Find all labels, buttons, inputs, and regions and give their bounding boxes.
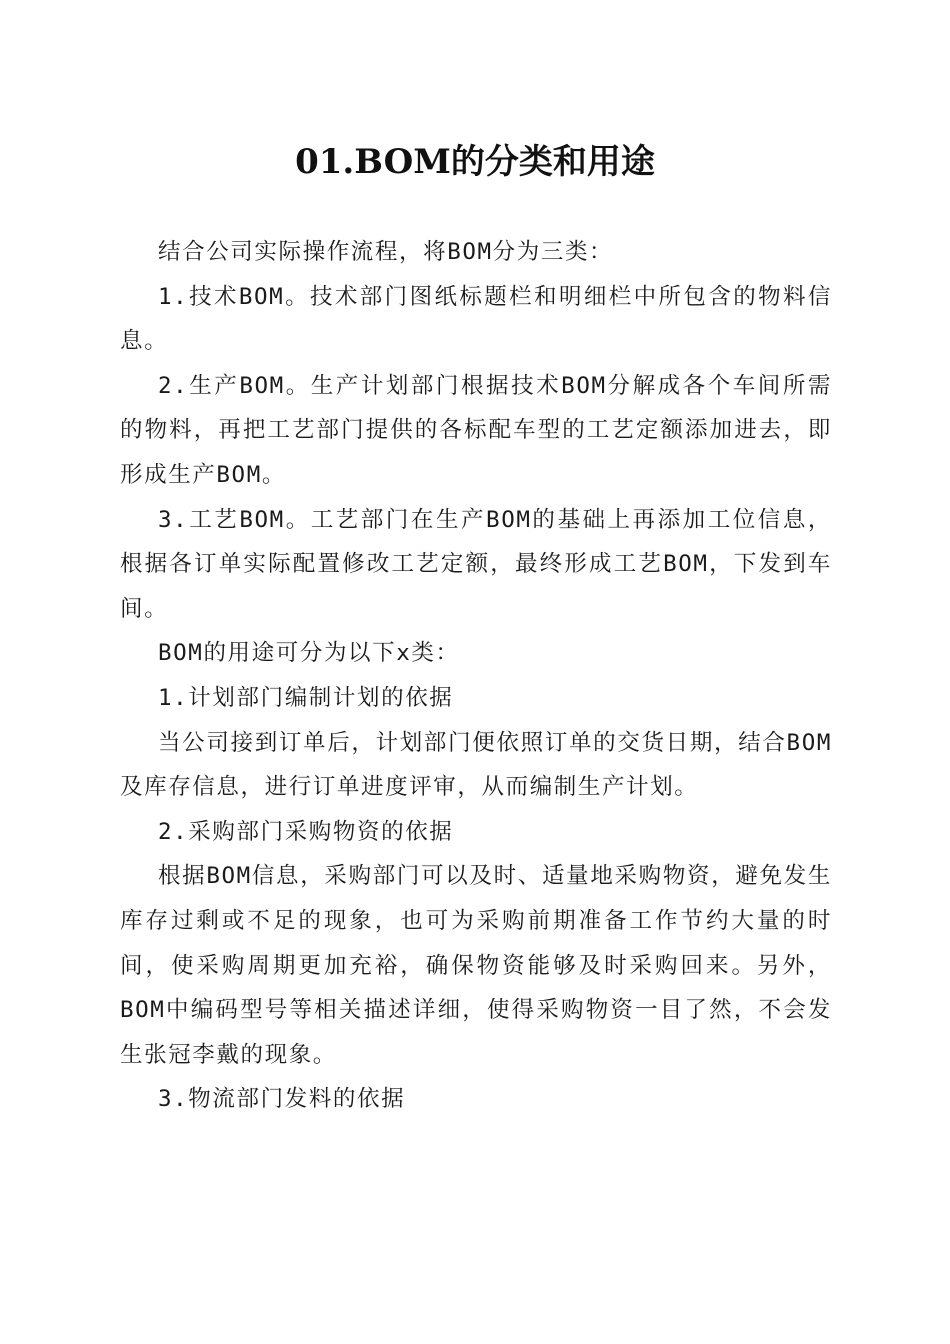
paragraph-uses-intro: BOM的用途可分为以下x类： xyxy=(158,640,460,667)
document-title: 01.BOM的分类和用途 xyxy=(295,142,655,182)
paragraph-intro: 结合公司实际操作流程，将BOM分为三类： xyxy=(158,239,614,265)
paragraph-purchasing: 根据BOM信息，采购部门可以及时、适量地采购物资，避免发生库存过剩或不足的现象，也可为采购前期准备工作节约大量的时间，使采购周期更加充裕，确保物资能够及时采购回来。另外，BOM中编码型号等相关描述详细，使得采购物资一目了然，不会发生张冠李戴的现象。 xyxy=(120,863,832,1068)
heading-planning-basis: 1.计划部门编制计划的依据 xyxy=(158,684,454,711)
paragraph-technical-bom: 1.技术BOM。技术部门图纸标题栏和明细栏中所包含的物料信息。 xyxy=(120,283,832,355)
paragraph-process-bom: 3.工艺BOM。工艺部门在生产BOM的基础上再添加工位信息，根据各订单实际配置修改工艺定额，最终形成工艺BOM，下发到车间。 xyxy=(120,506,832,622)
paragraph-planning: 当公司接到订单后，计划部门便依照订单的交货日期，结合BOM及库存信息，进行订单进度评审，从而编制生产计划。 xyxy=(120,729,832,801)
paragraph-production-bom: 2.生产BOM。生产计划部门根据技术BOM分解成各个车间所需的物料，再把工艺部门提供的各标配车型的工艺定额添加进去，即形成生产BOM。 xyxy=(120,372,832,488)
document-body xyxy=(120,230,832,1122)
heading-logistics-basis: 3.物流部门发料的依据 xyxy=(158,1086,406,1113)
heading-purchasing-basis: 2.采购部门采购物资的依据 xyxy=(158,818,454,845)
